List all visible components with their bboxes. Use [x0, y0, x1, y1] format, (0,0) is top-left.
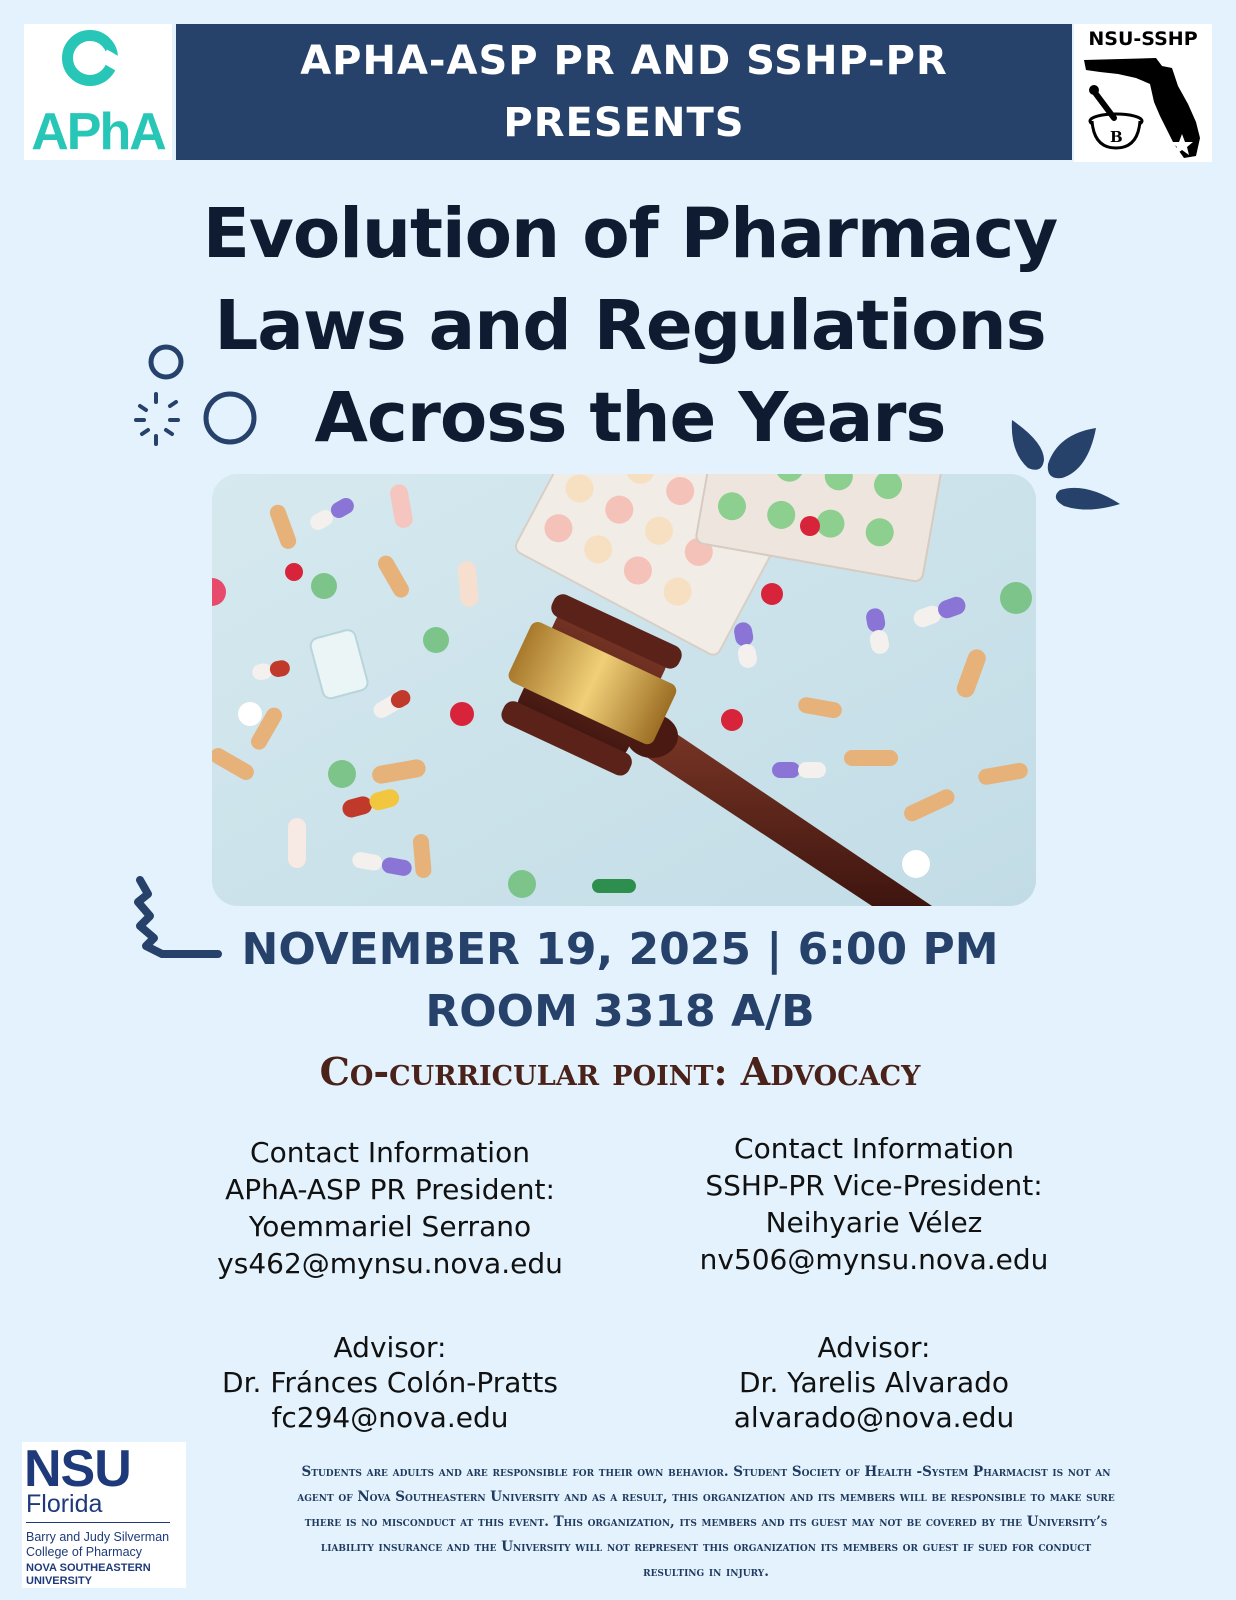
- disclaimer-line-2: agent of Nova Southeastern University and as a result, this organization and its members will be responsible to make sure: [297, 1489, 1115, 1505]
- florida-mortar-pestle-icon: [1074, 24, 1212, 162]
- contact-heading: Contact Information: [250, 1136, 530, 1169]
- advisor-name: Dr. Yarelis Alvarado: [738, 1366, 1010, 1399]
- nsu-logo-line-3: NOVA SOUTHEASTERN: [26, 1562, 151, 1574]
- advisor-email[interactable]: alvarado@nova.edu: [733, 1401, 1015, 1434]
- contact-role: APhA-ASP PR President:: [225, 1173, 555, 1206]
- advisor-heading: Advisor:: [333, 1331, 447, 1364]
- disclaimer-line-1: Students are adults and are responsible for their own behavior. Student Society of Health -System Pharmacist is not an: [301, 1464, 1111, 1480]
- title-line-3: Across the Years: [314, 378, 946, 458]
- nsu-logo-line-1: Barry and Judy Silverman: [26, 1530, 170, 1544]
- disclaimer-text: [208, 1460, 1204, 1585]
- nsu-logo-line-4: UNIVERSITY: [26, 1575, 93, 1587]
- event-date-time: NOVEMBER 19, 2025 | 6:00 PM: [241, 924, 999, 975]
- contact-role: SSHP-PR Vice-President:: [705, 1169, 1043, 1202]
- nsu-logo-line-2: College of Pharmacy: [26, 1545, 143, 1559]
- nsu-logo-state: Florida: [26, 1490, 103, 1518]
- banner-line-1: APHA-ASP PR AND SSHP-PR: [300, 38, 948, 84]
- advisor-name: Dr. Fránces Colón-Pratts: [222, 1366, 558, 1399]
- nsu-sshp-logo: [1074, 24, 1212, 162]
- contact-name: Yoemmariel Serrano: [248, 1210, 532, 1243]
- disclaimer-line-5: resulting in injury.: [643, 1564, 769, 1580]
- rx-mark: B: [1110, 128, 1123, 146]
- contact-name: Neihyarie Vélez: [765, 1206, 983, 1239]
- contact-email[interactable]: nv506@mynsu.nova.edu: [699, 1243, 1049, 1276]
- apha-logo: [24, 24, 172, 160]
- contact-info-sshp: [644, 1130, 1104, 1278]
- cocurricular-point: Co-curricular point: Advocacy: [319, 1049, 921, 1094]
- apha-logo-text: APhA: [31, 103, 165, 161]
- title-line-1: Evolution of Pharmacy: [202, 194, 1058, 274]
- event-room: ROOM 3318 A/B: [425, 986, 815, 1037]
- advisor-info-sshp: [644, 1330, 1104, 1435]
- advisor-info-apha: [160, 1330, 620, 1435]
- nsu-logo-wordmark: NSU: [24, 1440, 131, 1498]
- contact-info-apha: [160, 1134, 620, 1282]
- header-banner: [176, 24, 1072, 160]
- disclaimer-line-3: there is no misconduct at this event. This organization, its members and its guest may not be covered by the University’s: [304, 1514, 1108, 1530]
- advisor-heading: Advisor:: [817, 1331, 931, 1364]
- banner-line-2: PRESENTS: [503, 100, 745, 146]
- nsu-sshp-logo-text: NSU-SSHP: [1088, 28, 1198, 50]
- title-line-2: Laws and Regulations: [214, 286, 1046, 366]
- gavel-and-pills-photo: [212, 474, 1036, 906]
- disclaimer-line-4: liability insurance and the University will not represent this organization its members or guest if sued for conduct: [320, 1539, 1092, 1555]
- event-title: [150, 188, 1110, 464]
- nsu-florida-logo: [22, 1442, 186, 1588]
- advisor-email[interactable]: fc294@nova.edu: [271, 1401, 509, 1434]
- contact-heading: Contact Information: [734, 1132, 1014, 1165]
- contact-email[interactable]: ys462@mynsu.nova.edu: [217, 1247, 563, 1280]
